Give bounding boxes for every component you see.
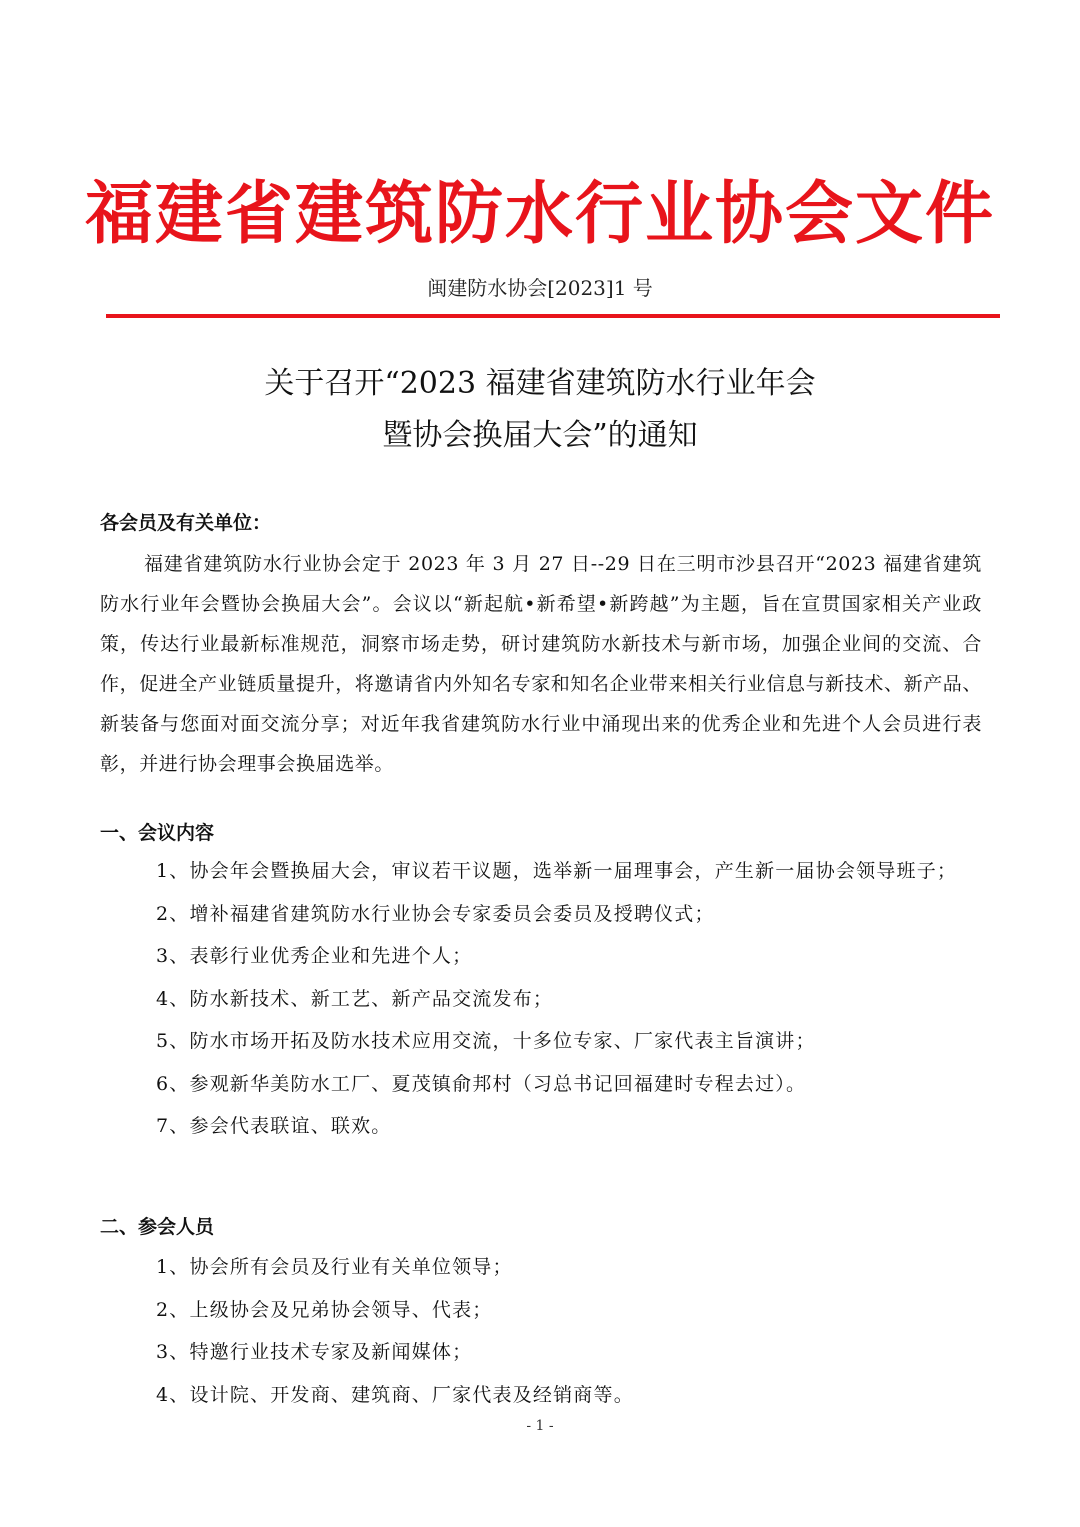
meeting-content-list — [156, 850, 982, 1148]
list-item: 7、参会代表联谊、联欢。 — [156, 1115, 392, 1137]
list-item: 1、协会所有会员及行业有关单位领导； — [156, 1256, 513, 1278]
notice-title — [0, 358, 1080, 462]
document-number: 闽建防水协会[2023]1 号 — [427, 276, 653, 300]
list-item: 3、表彰行业优秀企业和先进个人； — [156, 945, 473, 967]
section-heading-attendees: 二、参会人员 — [100, 1216, 215, 1238]
list-item: 1、协会年会暨换届大会，审议若干议题，选举新一届理事会，产生新一届协会领导班子； — [156, 860, 958, 882]
section-heading-meeting-content: 一、会议内容 — [100, 822, 215, 844]
list-item: 2、上级协会及兄弟协会领导、代表； — [156, 1298, 493, 1321]
list-item: 2、增补福建省建筑防水行业协会专家委员会委员及授聘仪式； — [156, 902, 715, 925]
document-header-title: 福建省建筑防水行业协会文件 — [84, 174, 995, 254]
list-item: 4、设计院、开发商、建筑商、厂家代表及经销商等。 — [156, 1383, 634, 1406]
notice-title-line-1: 关于召开“2023 福建省建筑防水行业年会 — [264, 366, 816, 401]
notice-title-line-2: 暨协会换届大会”的通知 — [382, 418, 698, 453]
list-item: 4、防水新技术、新工艺、新产品交流发布； — [156, 987, 554, 1010]
salutation: 各会员及有关单位： — [100, 512, 272, 534]
header-divider — [106, 314, 1000, 318]
page-number: - 1 - — [526, 1418, 554, 1434]
list-item: 6、参观新华美防水工厂、夏茂镇俞邦村（习总书记回福建时专程去过）。 — [156, 1072, 807, 1095]
body-paragraph: 福建省建筑防水行业协会定于 2023 年 3 月 27 日--29 日在三明市沙县召开“2023 福建省建筑防水行业年会暨协会换届大会”。会议以“新起航•新希望•新跨越”为主题，旨在宣贯国家相关产业政策，传达行业最新标准规范，洞察市场走势，研讨建筑防水新技术与新市场，加强企业间的交流、合作，促进全产业链质量提升，将邀请省内外知名专家和知名企业带来相关行业信息与新技术、新产品、新装备与您面对面交流分享；对近年我省建筑防水行业中涌现出来的优秀企业和先进个人会员进行表彰，并进行协会理事会换届选举。 — [100, 553, 983, 775]
attendees-list — [156, 1246, 982, 1416]
list-item: 3、特邀行业技术专家及新闻媒体； — [156, 1341, 473, 1363]
list-item: 5、防水市场开拓及防水技术应用交流，十多位专家、厂家代表主旨演讲； — [156, 1030, 816, 1052]
